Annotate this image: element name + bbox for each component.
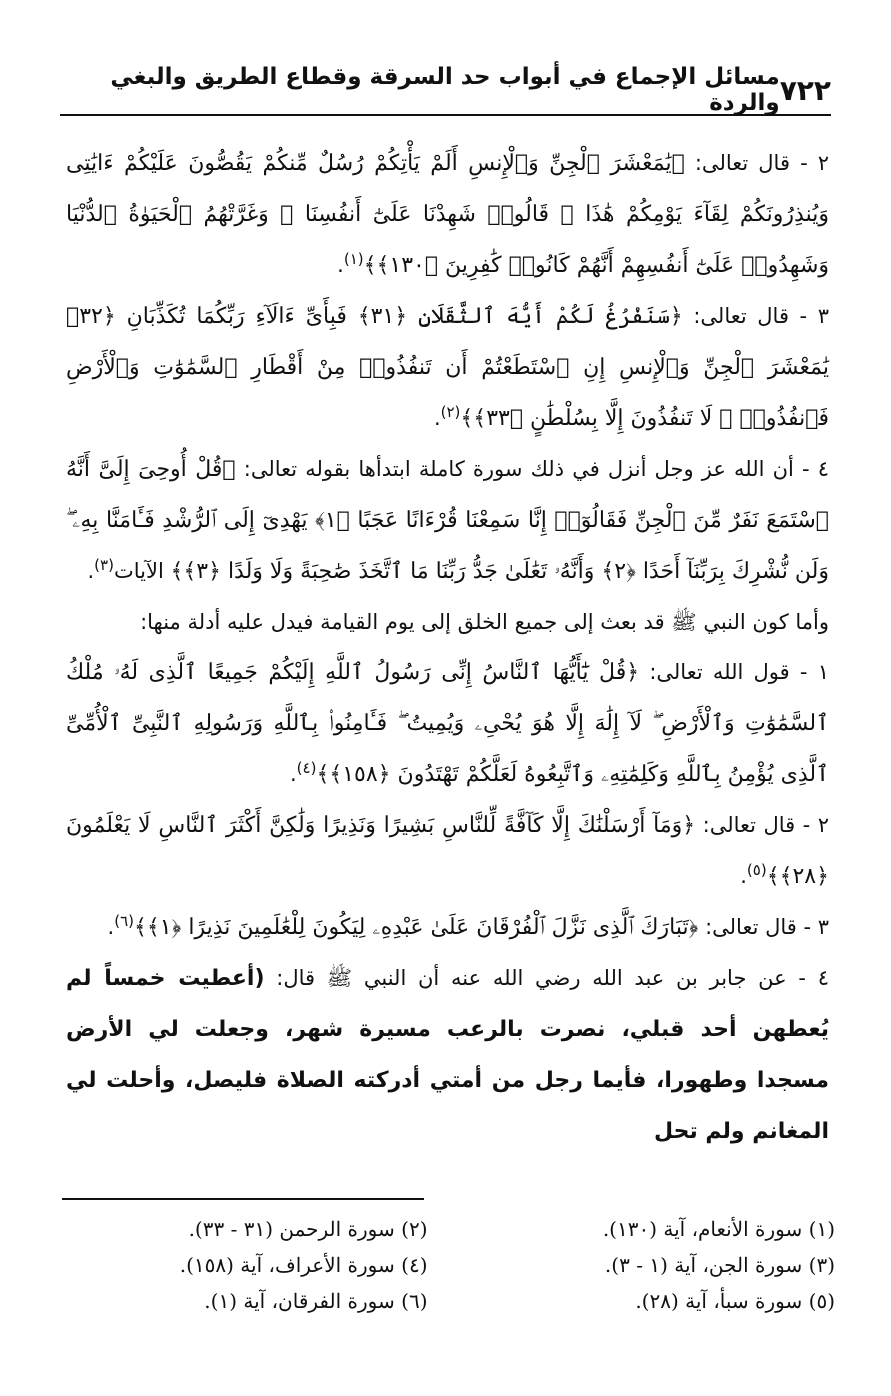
item-lead: ٢ - قال تعالى:: [684, 151, 830, 175]
hadith-paragraph: [66, 953, 829, 1157]
punctuation: .: [289, 762, 297, 786]
punctuation: .: [87, 559, 95, 583]
hadith-text: (أعطيت خمساً لم يُعطهن أحد قبلي، نصرت بالرعب مسيرة شهر، وجعلت لي الأرض مسجدا وطهورا، فأيما رجل من أمتي أدركته الصلاة فليصل، وأحلت لي المغانم ولم تحل: [66, 966, 829, 1144]
footnote: (٢) سورة الرحمن (٣١ - ٣٣).: [188, 1217, 428, 1241]
footnote-ref: (٤): [296, 759, 317, 777]
quran-quote: ﴿يَٰمَعْشَرَ ٱلْجِنِّ وَٱلْإِنسِ أَلَمْ يَأْتِكُمْ رُسُلٌ مِّنكُمْ يَقُصُّونَ عَلَيْكُمْ ءَايَٰتِى وَيُنذِرُونَكُمْ لِقَآءَ يَوْمِكُمْ هَٰذَا ۚ قَالُوا۟ شَهِدْنَا عَلَىٰٓ أَنفُسِنَا ۖ وَغَرَّتْهُمُ ٱلْحَيَوٰةُ ٱلدُّنْيَا وَشَهِدُوا۟ عَلَىٰٓ أَنفُسِهِمْ أَنَّهُمْ كَانُوا۟ كَٰفِرِينَ ﴿١٣٠﴾﴾: [66, 151, 829, 278]
quran-quote: ﴿وَمَآ أَرْسَلْنَٰكَ إِلَّا كَآفَّةً لِّلنَّاسِ بَشِيرًا وَنَذِيرًا وَلَٰكِنَّ أَكْثَرَ ٱلنَّاسِ لَا يَعْلَمُونَ ﴿٢٨﴾﴾: [66, 813, 829, 889]
paragraph-item: [66, 902, 829, 953]
item-lead: ٤ - عن جابر بن عبد الله رضي الله عنه أن النبي ﷺ قال:: [264, 966, 829, 990]
item-lead: ٣ - قال تعالى:: [682, 304, 829, 328]
footnote-ref: (١): [343, 250, 364, 268]
footnote: (١) سورة الأنعام، آية (١٣٠).: [602, 1217, 835, 1241]
quran-quote: ﴿تَبَارَكَ ٱلَّذِى نَزَّلَ ٱلْفُرْقَانَ عَلَىٰ عَبْدِهِۦ لِيَكُونَ لِلْعَٰلَمِينَ نَذِيرًا ﴿١﴾﴾: [133, 915, 699, 940]
item-lead: ٤ - أن الله عز وجل أنزل في ذلك سورة كاملة ابتدأها بقوله تعالى:: [235, 457, 829, 481]
punctuation: .: [107, 915, 115, 939]
item-after: الآيات: [113, 559, 171, 583]
footnote: (٤) سورة الأعراف، آية (١٥٨).: [179, 1253, 428, 1277]
footnotes: [60, 1215, 835, 1315]
paragraph-item: [66, 138, 829, 291]
footnote: (٣) سورة الجن، آية (١ - ٣).: [604, 1253, 835, 1277]
quran-quote: ﴿قُلْ يَٰٓأَيُّهَا ٱلنَّاسُ إِنِّى رَسُولُ ٱللَّهِ إِلَيْكُمْ جَمِيعًا ٱلَّذِى لَهُۥ مُلْكُ ٱلسَّمَٰوَٰتِ وَٱلْأَرْضِ ۖ لَآ إِلَٰهَ إِلَّا هُوَ يُحْىِۦ وَيُمِيتُ ۖ فَـَٔامِنُوا۟ بِٱللَّهِ وَرَسُولِهِ ٱلنَّبِىِّ ٱلْأُمِّىِّ ٱلَّذِى يُؤْمِنُ بِٱللَّهِ وَكَلِمَٰتِهِۦ وَٱتَّبِعُوهُ لَعَلَّكُمْ تَهْتَدُونَ ﴿١٥٨﴾﴾: [66, 660, 829, 787]
footnote: (٦) سورة الفرقان، آية (١).: [204, 1289, 428, 1313]
punctuation: .: [740, 864, 747, 888]
footnote-ref: (٢): [440, 403, 461, 421]
paragraph-item: [66, 444, 829, 597]
quran-quote: ﴿سَنَفْرُغُ لَكُمْ أَيُّهَ ٱلثَّقَلَانِ ﴿٣١﴾ فَبِأَىِّ ءَالَآءِ رَبِّكُمَا تُكَذِّبَانِ ﴿٣٢﴾ يَٰمَعْشَرَ ٱلْجِنِّ وَٱلْإِنسِ إِنِ ٱسْتَطَعْتُمْ أَن تَنفُذُوا۟ مِنْ أَقْطَارِ ٱلسَّمَٰوَٰتِ وَٱلْأَرْضِ فَٱنفُذُوا۟ ۚ لَا تَنفُذُونَ إِلَّا بِسُلْطَٰنٍ ﴿٣٣﴾﴾: [66, 304, 829, 431]
paragraph-item: [66, 647, 829, 800]
item-lead: ١ - قول الله تعالى:: [639, 660, 829, 684]
item-lead: ٢ - قال تعالى:: [695, 813, 829, 837]
footnote-divider: [62, 1198, 424, 1200]
running-title: مسائل الإجماع في أبواب حد السرقة وقطاع الطريق والبغي والردة: [110, 64, 780, 116]
footnote: (٥) سورة سبأ، آية (٢٨).: [635, 1289, 835, 1313]
punctuation: .: [433, 406, 441, 430]
paragraph-item: [66, 800, 829, 902]
quran-quote: ﴿قُلْ أُوحِىَ إِلَىَّ أَنَّهُ ٱسْتَمَعَ نَفَرٌ مِّنَ ٱلْجِنِّ فَقَالُوٓا۟ إِنَّا سَمِعْنَا قُرْءَانًا عَجَبًا ﴿١﴾ يَهْدِىٓ إِلَى ٱلرُّشْدِ فَـَٔامَنَّا بِهِۦ ۖ وَلَن نُّشْرِكَ بِرَبِّنَآ أَحَدًا ﴿٢﴾ وَأَنَّهُۥ تَعَٰلَىٰ جَدُّ رَبِّنَا مَا ٱتَّخَذَ صَٰحِبَةً وَلَا وَلَدًا ﴿٣﴾﴾: [66, 457, 829, 584]
item-lead: ٣ - قال تعالى:: [698, 915, 829, 939]
page-number: ٧٢٢: [779, 73, 831, 107]
punctuation: .: [337, 253, 344, 277]
footnote-ref: (٥): [746, 861, 767, 879]
footnote-ref: (٦): [114, 912, 134, 930]
paragraph-item: [66, 291, 829, 444]
page-header: [60, 66, 831, 116]
main-text: [66, 138, 829, 1157]
footnote-ref: (٣): [94, 556, 114, 574]
intro-paragraph: وأما كون النبي ﷺ قد بعث إلى جميع الخلق إلى يوم القيامة فيدل عليه أدلة منها:: [140, 610, 829, 634]
